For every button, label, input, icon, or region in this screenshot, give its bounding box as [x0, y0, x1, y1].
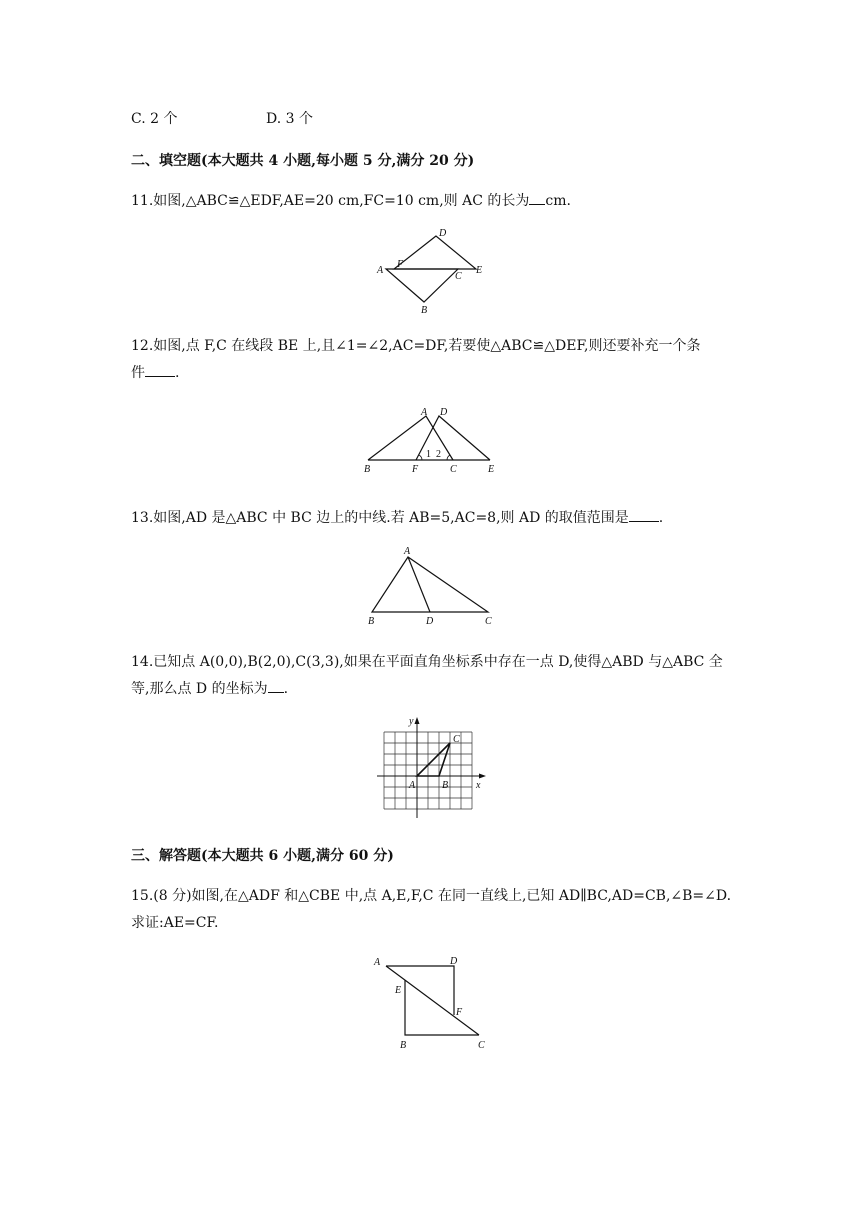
label-a: A [409, 780, 416, 791]
label-c: C [455, 271, 462, 282]
label-y: y [409, 716, 414, 727]
question-14-suffix: . [283, 681, 289, 697]
figure-q14 [374, 714, 490, 824]
answer-blank-14 [268, 680, 284, 693]
label-b: B [368, 616, 375, 627]
question-14-line-2 [131, 678, 288, 698]
section-3-heading: 三、解答题(本大题共 6 小题,满分 60 分) [131, 848, 394, 864]
question-13-text: 13.如图,AD 是△ABC 中 BC 边上的中线.若 AB=5,AC=8,则 AD 的取值范围是 [131, 510, 629, 526]
question-14-line-1: 14.已知点 A(0,0),B(2,0),C(3,3),如果在平面直角坐标系中存在一点 D,使得△ABD 与△ABC 全 [131, 654, 723, 670]
question-11-suffix: cm. [545, 193, 571, 209]
label-a: A [374, 957, 381, 968]
label-b: B [421, 305, 428, 316]
label-c: C [453, 734, 460, 745]
label-e: E [488, 464, 495, 475]
label-d: D [439, 228, 447, 239]
question-11 [131, 190, 571, 210]
angle-2-arc [447, 455, 450, 460]
answer-blank-13 [629, 509, 659, 522]
triangle-abc [372, 557, 488, 612]
question-12-line-1: 12.如图,点 F,C 在线段 BE 上,且∠1=∠2,AC=DF,若要使△ABC≌△DEF,则还要补充一个条 [131, 338, 701, 354]
label-e: E [476, 265, 483, 276]
question-13-suffix: . [658, 510, 664, 526]
question-13 [131, 507, 663, 527]
segment-ac [386, 966, 479, 1035]
label-b: B [400, 1040, 407, 1051]
label-c: C [485, 616, 492, 627]
label-2: 2 [436, 449, 441, 460]
label-f: F [456, 1007, 463, 1018]
label-c: C [478, 1040, 485, 1051]
question-12-suffix: . [175, 365, 180, 381]
choice-d: D. 3 个 [266, 111, 313, 127]
answer-blank-12 [145, 364, 175, 377]
label-f: F [397, 259, 404, 270]
figure-q15 [368, 952, 498, 1052]
label-a: A [377, 265, 384, 276]
triangle-abc [417, 743, 450, 776]
section-2-heading: 二、填空题(本大题共 4 小题,每小题 5 分,满分 20 分) [131, 153, 475, 169]
x-axis-arrow [479, 774, 486, 779]
figure-q13 [362, 544, 502, 628]
label-f: F [412, 464, 419, 475]
triangle-edf [394, 236, 476, 269]
label-x: x [476, 780, 481, 791]
question-12-line-2 [131, 362, 179, 382]
label-a: A [421, 407, 428, 418]
question-15-line-1: 15.(8 分)如图,在△ADF 和△CBE 中,点 A,E,F,C 在同一直线上,已知 AD∥BC,AD=CB,∠B=∠D. [131, 888, 732, 904]
choice-c: C. 2 个 [131, 111, 178, 127]
label-b: B [364, 464, 371, 475]
answer-blank-11 [529, 192, 545, 205]
label-b: B [442, 780, 449, 791]
question-11-text: 11.如图,△ABC≌△EDF,AE=20 cm,FC=10 cm,则 AC 的长为 [131, 193, 530, 209]
question-12-prefix: 件 [131, 365, 145, 381]
label-a: A [404, 546, 411, 557]
label-d: D [426, 616, 434, 627]
triangle-abc [386, 269, 458, 302]
y-axis-arrow [415, 717, 420, 724]
figure-q11 [370, 226, 490, 316]
label-d: D [440, 407, 448, 418]
label-c: C [450, 464, 457, 475]
label-d: D [450, 956, 458, 967]
figure-q12 [360, 404, 510, 476]
label-e: E [395, 985, 402, 996]
question-14-prefix: 等,那么点 D 的坐标为 [131, 681, 268, 697]
angle-1-arc [419, 455, 422, 460]
question-15-line-2: 求证:AE=CF. [131, 915, 219, 931]
label-1: 1 [426, 449, 431, 460]
